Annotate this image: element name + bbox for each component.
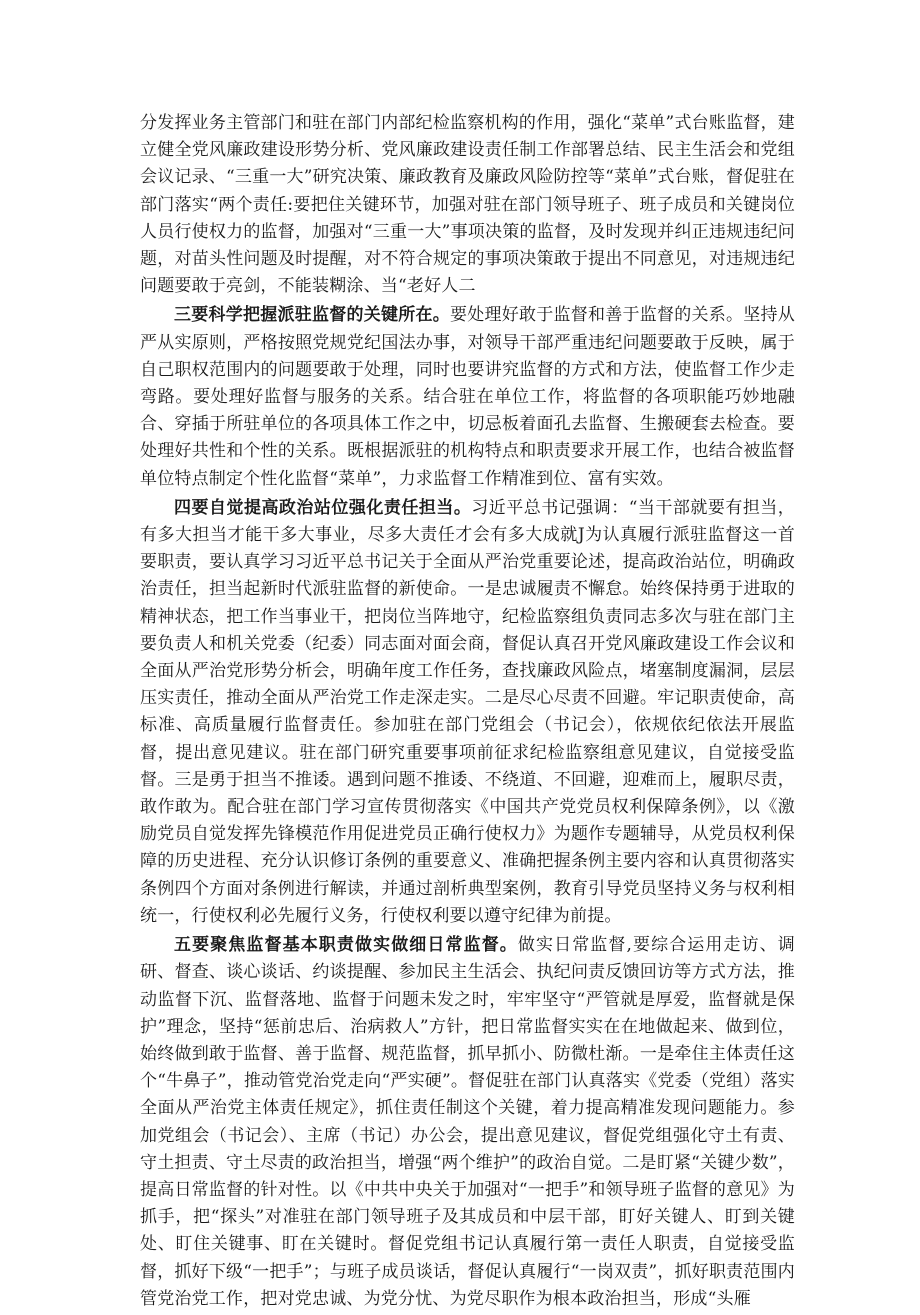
document-page xyxy=(140,110,795,1315)
paragraph-2-heading: 三要科学把握派驻监督的关键所在。 xyxy=(174,305,451,326)
paragraph-1-text: 分发挥业务主管部门和驻在部门内部纪检监察机构的作用，强化“菜单”式台账监督，建立健全党风廉政建设形势分析、党风廉政建设责任制工作部署总结、民主生活会和党组会议记录、“三重一大”研究决策、廉政教育及廉政风险防控等“菜单”式台账，督促驻在部门落实“两个责任:要把住关键环节，加强对驻在部门领导班子、班子成员和关键岗位人员行使权力的监督，加强对“三重一大”事项决策的监督，及时发现并纠正违规违纪问题，对苗头性问题及时提醒，对不符合规定的事项决策敢于提出不同意见，对违规违纪问题要敢于亮剑，不能装糊涂、当“老好人二 xyxy=(140,113,795,297)
paragraph-4-text: 做实日常监督,要综合运用走访、调研、督查、谈心谈话、约谈提醒、参加民主生活会、执纪问责反馈回访等方式方法，推动监督下沉、监督落地、监督于问题未发之时，牢牢坚守“严管就是厚爱，监督就是保护”理念，坚持“惩前忠后、治病救人”方针，把日常监督实实在在地做起来、做到位，始终做到敢于监督、善于监督、规范监督，抓早抓小、防微杜渐。一是牵住主体责任这个“牛鼻子”，推动管党治党走向“严实硬”。督促驻在部门认真落实《党委（党组）落实全面从严治党主体责任规定》，抓住责任制这个关键，着力提高精准发现问题能力。参加党组会（书记会）、主席（书记）办公会，提出意见建议，督促党组强化守土有责、守土担责、守土尽责的政治担当，增强“两个维护”的政治自觉。二是盯紧“关键少数”，提高日常监督的针对性。以《中共中央关于加强对“一把手”和领导班子监督的意见》为抓手，把“探头”对准驻在部门领导班子及其成员和中层干部，盯好关键人、盯到关键处、盯住关键事、盯在关键时。督促党组书记认真履行第一责任人职责，自觉接受监督，抓好下级“一把手”；与班子成员谈话，督促认真履行“一岗双责”，抓好职责范围内管党治党工作，把对党忠诚、为党分忧、为党尽职作为根本政治担当，形成“头雁 xyxy=(140,935,795,1309)
paragraph-4 xyxy=(140,932,795,1313)
paragraph-4-heading: 五要聚焦监督基本职责做实做细日常监督。 xyxy=(174,935,518,956)
paragraph-3-heading: 四要自觉提高政治站位强化责任担当。 xyxy=(174,497,472,518)
paragraph-3 xyxy=(140,495,795,930)
paragraph-1 xyxy=(140,110,795,300)
paragraph-2-text: 要处理好敢于监督和善于监督的关系。坚持从严从实原则，严格按照党规党纪国法办事，对领导干部严重违纪问题要敢于反映，属于自己职权范围内的问题要敢于处理，同时也要讲究监督的方式和方法，使监督工作少走弯路。要处理好监督与服务的关系。结合驻在单位工作，将监督的各项职能巧妙地融合、穿插于所驻单位的各项具体工作之中，切忌板着面孔去监督、生搬硬套去检查。要处理好共性和个性的关系。既根据派驻的机构特点和职责要求开展工作，也结合被监督单位特点制定个性化监督“菜单”，力求监督工作精准到位、富有实效。 xyxy=(140,305,796,489)
paragraph-2 xyxy=(140,302,795,492)
paragraph-3-text: 习近平总书记强调：“当干部就要有担当，有多大担当才能干多大事业，尽多大责任才会有多大成就J为认真履行派驻监督这一首要职责，要认真学习习近平总书记关于全面从严治党重要论述，提高政治站位，明确政治责任，担当起新时代派驻监督的新使命。一是忠诚履责不懈怠。始终保持勇于进取的精神状态，把工作当事业干，把岗位当阵地守，纪检监察组负责同志多次与驻在部门主要负责人和机关党委（纪委）同志面对面会商，督促认真召开党风廉政建设工作会议和全面从严治党形势分析会，明确年度工作任务，查找廉政风险点，堵塞制度漏洞，层层压实责任，推动全面从严治党工作走深走实。二是尽心尽责不回避。牢记职责使命，高标准、高质量履行监督责任。参加驻在部门党组会（书记会），依规依纪依法开展监督，提出意见建议。驻在部门研究重要事项前征求纪检监察组意见建议，自觉接受监督。三是勇于担当不推诿。遇到问题不推诿、不绕道、不回避，迎难而上，履职尽责，敢作敢为。配合驻在部门学习宣传贯彻落实《中国共产党党员权利保障条例》，以《激励党员自觉发挥先锋模范作用促进党员正确行使权力》为题作专题辅导，从党员权利保障的历史进程、充分认识修订条例的重要意义、准确把握条例主要内容和认真贯彻落实条例四个方面对条例进行解读，并通过剖析典型案例，教育引导党员坚持义务与权利相统一，行使权利必先履行义务，行使权利要以遵守纪律为前提。 xyxy=(140,497,795,926)
